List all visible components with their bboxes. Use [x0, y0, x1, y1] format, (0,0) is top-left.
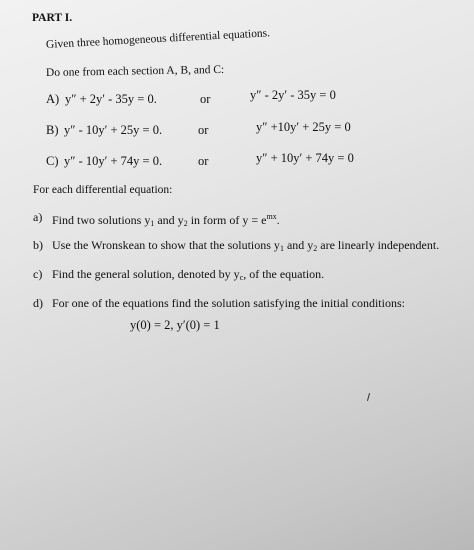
equation-right: y″ + 10y′ + 74y = 0 [256, 151, 354, 165]
equation-right: y″ - 2y′ - 35y = 0 [250, 88, 336, 102]
initial-conditions: y(0) = 2, y′(0) = 1 [130, 318, 220, 332]
intro-text: Given three homogeneous differential equations. [45, 27, 271, 51]
equation-label: A) [46, 92, 60, 106]
task-b-text: Use the Wronskean to show that the solutions $y_1$ and $y_2$ are linearly independent. [52, 238, 440, 253]
task-b-marker: b) [33, 238, 43, 252]
equation-left: y″ - 10y′ + 74y = 0. [64, 154, 163, 168]
equation-label: B) [46, 123, 59, 137]
equation-label: C) [46, 154, 59, 168]
or-text: or [198, 123, 209, 137]
task-c-text: Find the general solution, denoted by $y_c$, of the equation. [52, 267, 325, 282]
task-d-text: For one of the equations find the solution satisfying the initial conditions: [52, 296, 405, 310]
task-d-marker: d) [33, 296, 43, 310]
for-each-heading: For each differential equation: [33, 184, 173, 196]
equation-right: y″ +10y′ + 25y = 0 [256, 120, 351, 134]
equation-left: y″ - 10y′ + 25y = 0. [64, 123, 163, 137]
task-c-marker: c) [33, 267, 43, 281]
task-a-marker: a) [33, 210, 43, 224]
pen-mark [367, 393, 370, 401]
or-text: or [200, 92, 211, 106]
part-heading: PART I. [32, 12, 73, 24]
or-text: or [198, 154, 209, 168]
equation-left: y″ + 2y′ - 35y = 0. [65, 92, 157, 106]
instruction-text: Do one from each section A, B, and C: [45, 63, 225, 79]
task-a-text: Find two solutions $y_1$ and $y_2$ in form of $y = e^{mx}$. [52, 212, 280, 228]
